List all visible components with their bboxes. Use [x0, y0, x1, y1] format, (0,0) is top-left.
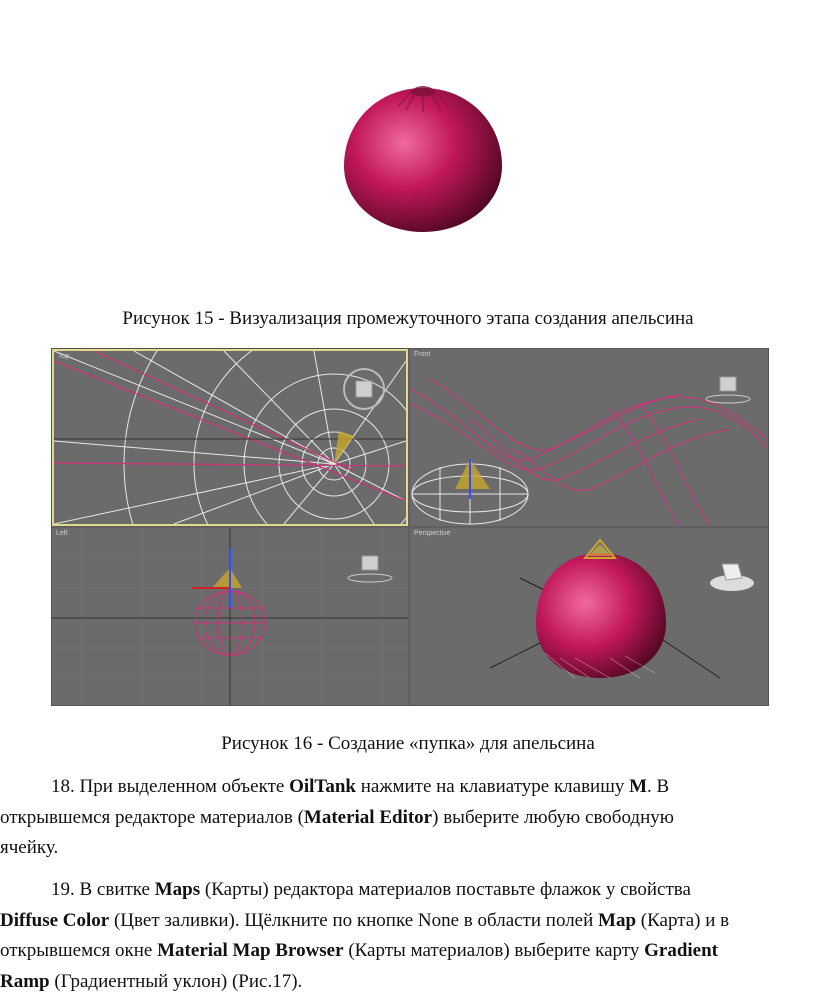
- text-line: Ramp (Градиентный уклон) (Рис.17).: [0, 970, 303, 992]
- viewport-left: [52, 528, 408, 705]
- text-line: 18. При выделенном объекте OilTank нажмите на клавиатуре клавишу M. В: [51, 776, 670, 797]
- orange-render-image: [340, 82, 506, 234]
- viewport-label: Left: [56, 530, 68, 537]
- front-view-wireframe: [410, 349, 768, 526]
- viewport-front: [410, 349, 768, 526]
- viewport-perspective: [410, 528, 768, 705]
- viewport-label: Front: [414, 351, 431, 358]
- top-view-wireframe: [54, 351, 406, 524]
- figure-16-caption: Рисунок 16 - Создание «пупка» для апельсина: [221, 733, 595, 754]
- figure-16-viewports: [51, 348, 769, 706]
- figure-15-caption: Рисунок 15 - Визуализация промежуточного этапа создания апельсина: [122, 308, 694, 329]
- viewport-top: [52, 349, 408, 526]
- left-view-wireframe: [52, 528, 408, 705]
- viewport-label: Top: [58, 353, 70, 360]
- viewport-label: Perspective: [414, 530, 451, 537]
- text-line: открывшемся редакторе материалов (Material Editor) выберите любую свободную: [0, 806, 674, 828]
- perspective-render: [410, 528, 768, 705]
- paragraph-19: [0, 875, 816, 997]
- text-line: открывшемся окне Material Map Browser (Карты материалов) выберите карту Gradient: [0, 940, 718, 961]
- text-line: Diffuse Color (Цвет заливки). Щёлкните по кнопке None в области полей Map (Карта) и в: [0, 909, 730, 931]
- text-line: ячейку.: [0, 837, 59, 858]
- paragraph-18: [0, 772, 816, 864]
- figure-15-render: [340, 82, 506, 234]
- text-line: 19. В свитке Maps (Карты) редактора материалов поставьте флажок у свойства: [51, 879, 691, 900]
